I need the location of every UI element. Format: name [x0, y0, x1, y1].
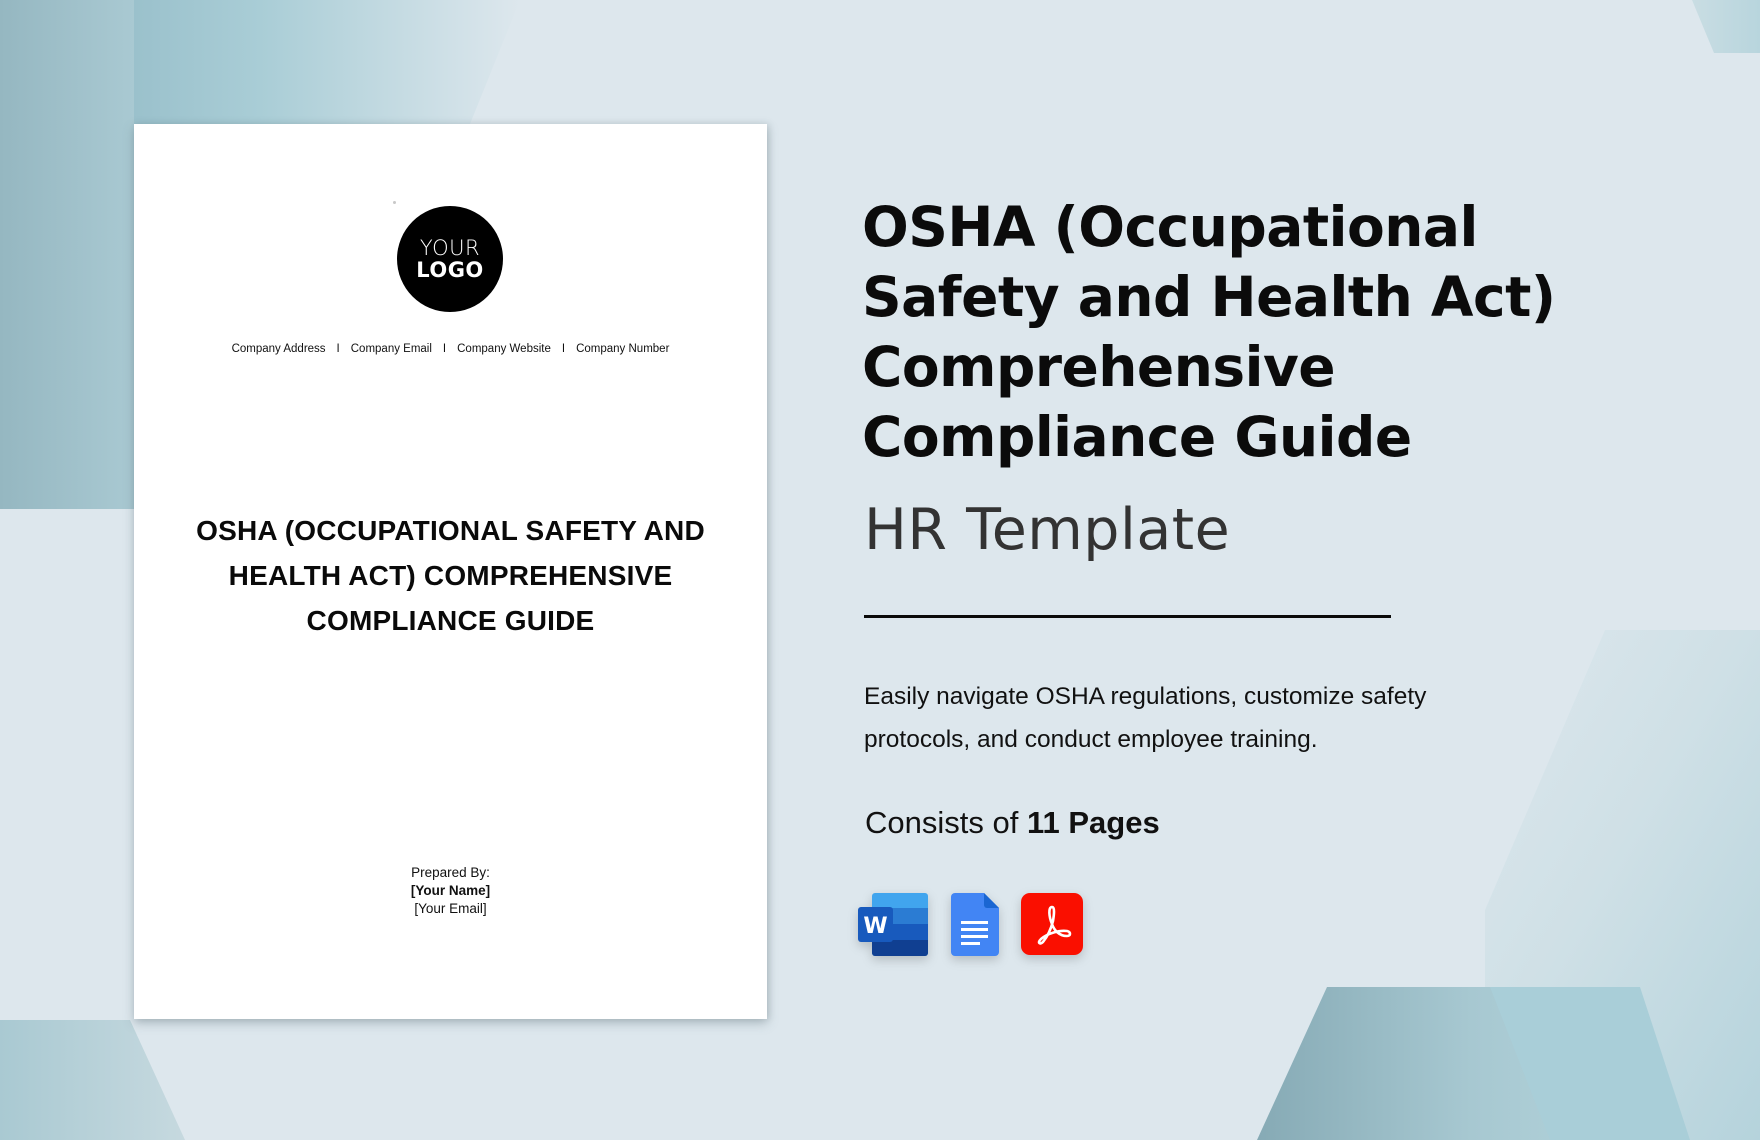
background-shape-bottom-left [0, 1020, 185, 1140]
svg-text:W: W [863, 914, 888, 939]
company-number: Company Number [576, 343, 670, 355]
product-subtitle: HR Template [864, 497, 1231, 563]
prepared-by-name: [Your Name] [410, 883, 491, 898]
background-shape-left-strip [0, 0, 134, 509]
prepared-by-email: [Your Email] [414, 901, 487, 916]
google-docs-icon[interactable] [951, 893, 999, 956]
separator: I [442, 343, 447, 355]
file-format-icons [858, 893, 1083, 956]
product-description: Easily navigate OSHA regulations, customize safety protocols, and conduct employee training. [864, 683, 1427, 753]
prepared-by-label: Prepared By: [411, 865, 490, 880]
decorative-dot [393, 201, 396, 204]
product-title: OSHA (Occupational Safety and Health Act) Comprehensive Compliance Guide [862, 195, 1556, 469]
logo-text-logo: LOGO [416, 257, 484, 282]
company-contact-row [134, 343, 767, 355]
company-address: Company Address [231, 343, 326, 355]
company-email: Company Email [350, 343, 432, 355]
page-count-prefix: Consists of [865, 805, 1019, 840]
page-count [865, 805, 1160, 841]
separator: I [561, 343, 566, 355]
divider [864, 615, 1391, 618]
background-shape-top-right [1692, 0, 1760, 53]
document-title: OSHA (OCCUPATIONAL SAFETY AND HEALTH ACT) COMPREHENSIVE COMPLIANCE GUIDE [196, 515, 705, 636]
logo-text-your: YOUR [419, 235, 481, 260]
word-icon[interactable] [858, 893, 928, 956]
prepared-by-block [134, 864, 767, 918]
separator: I [336, 343, 340, 355]
page-count-value: 11 Pages [1026, 805, 1160, 840]
company-website: Company Website [457, 343, 551, 355]
document-preview[interactable] [134, 124, 767, 1019]
pdf-icon[interactable] [1021, 893, 1083, 955]
logo-placeholder [397, 206, 503, 312]
